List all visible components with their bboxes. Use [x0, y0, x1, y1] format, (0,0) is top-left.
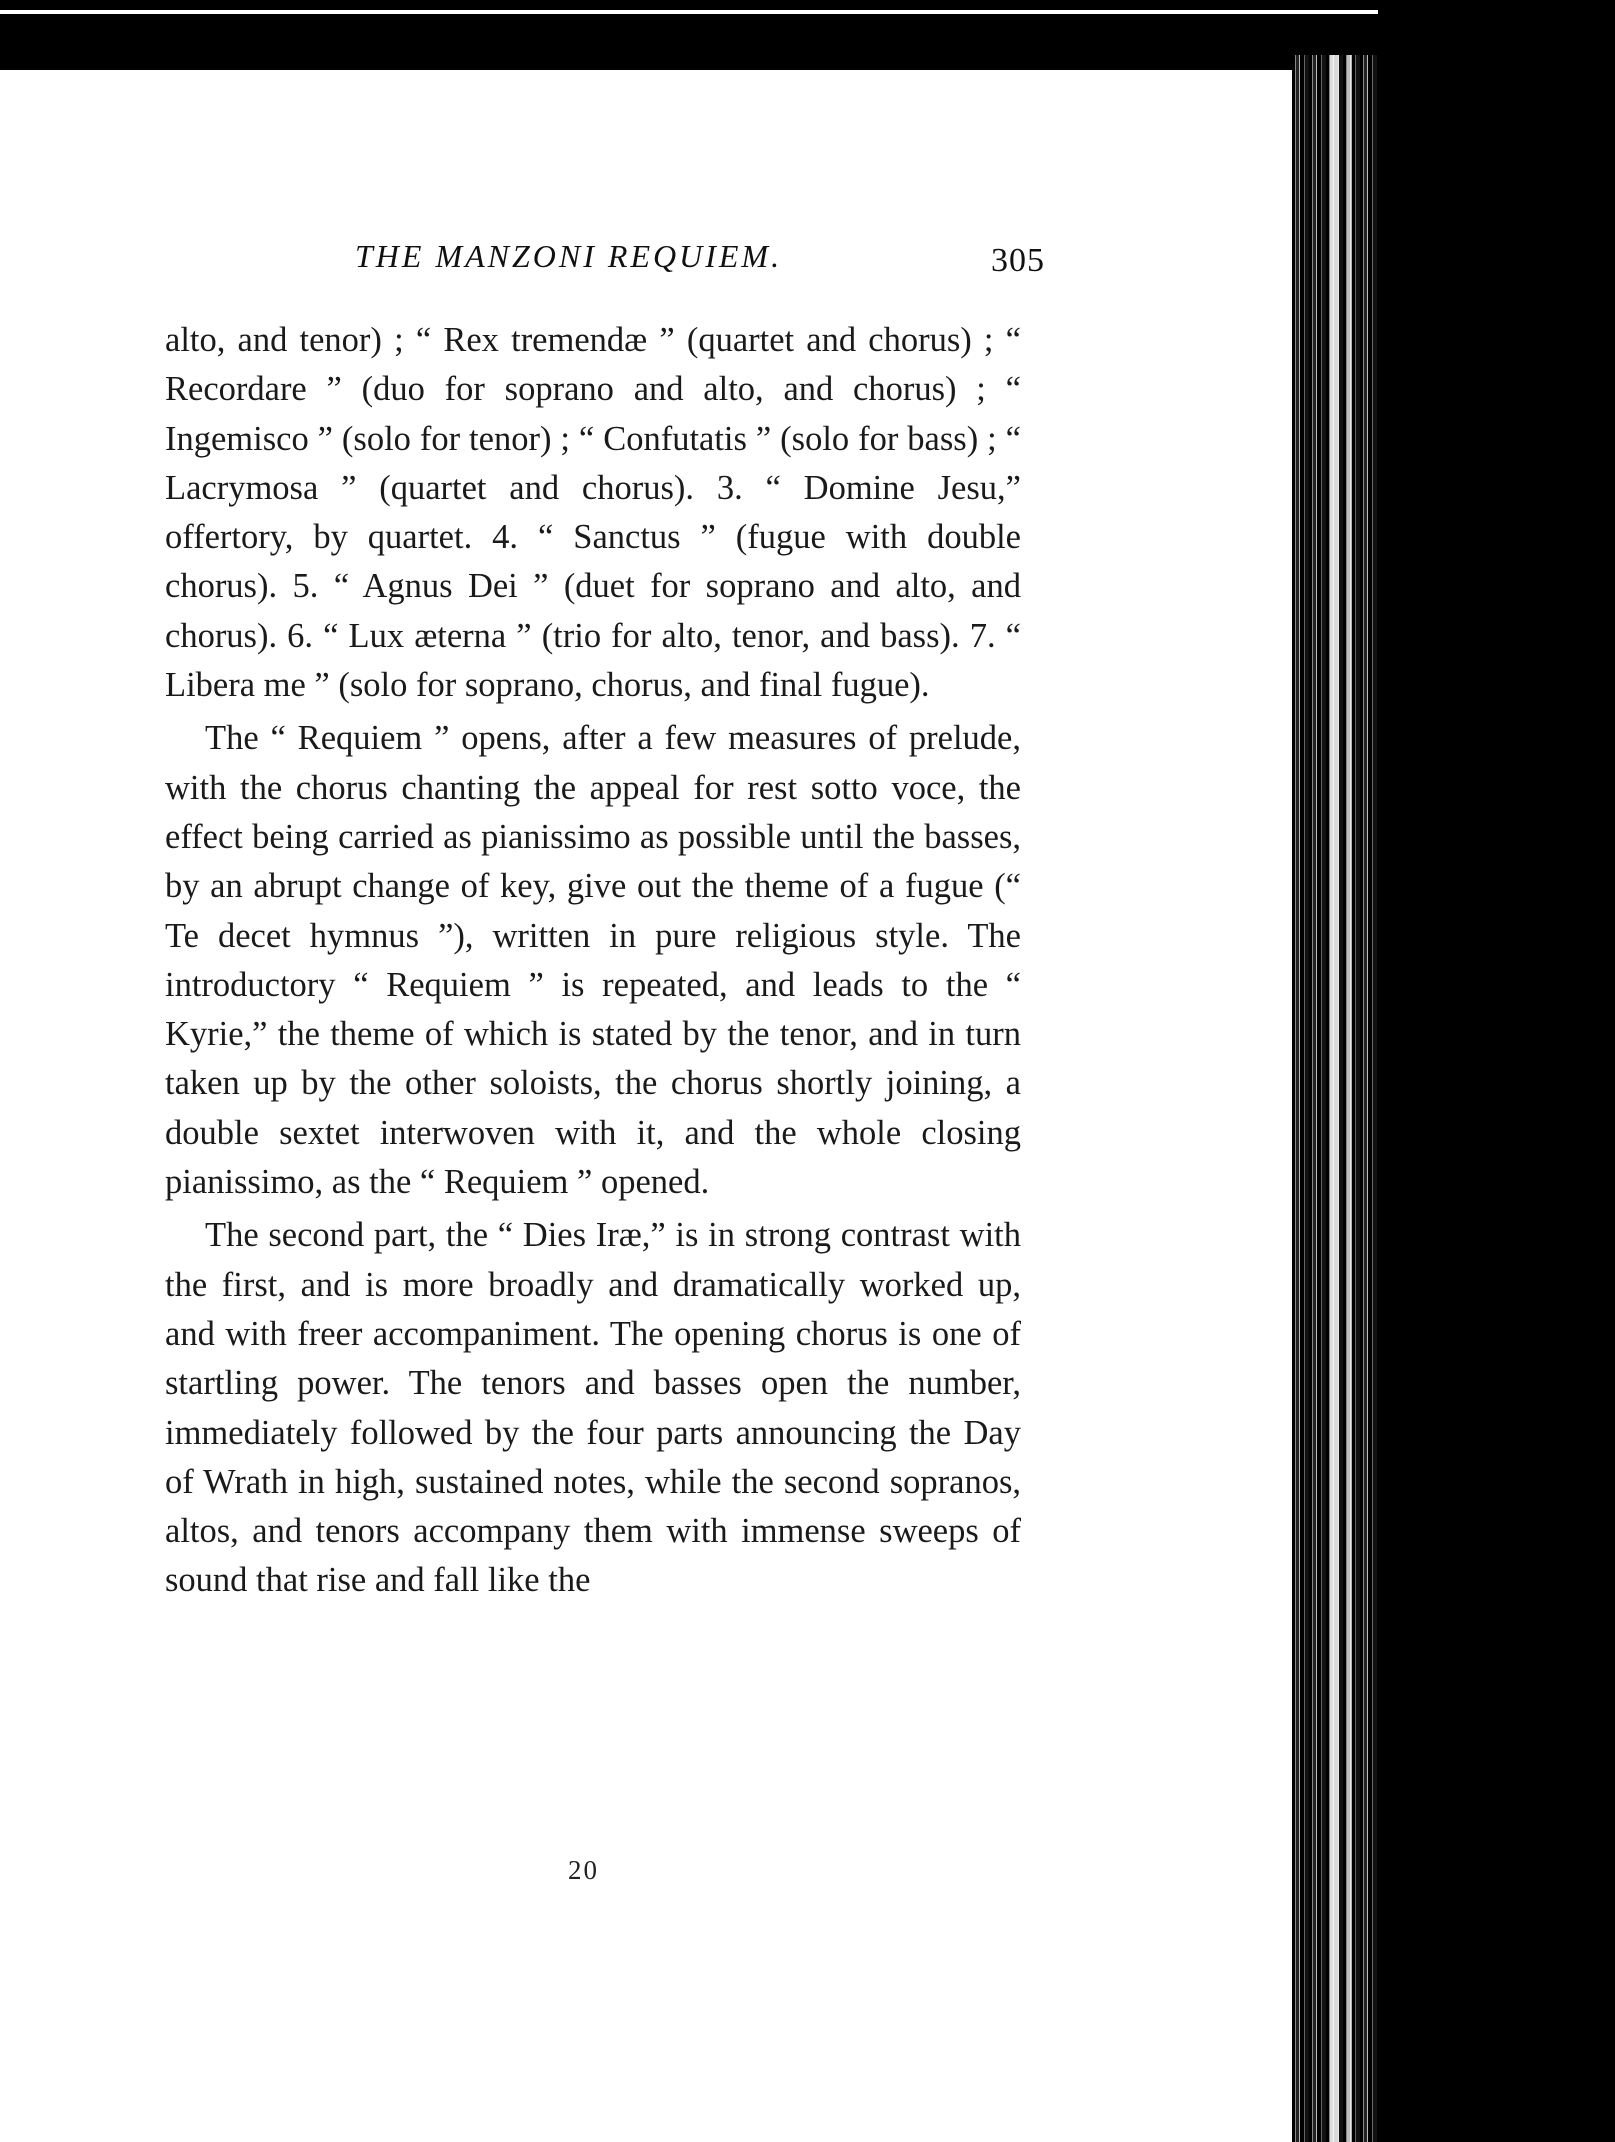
signature-mark: 20 — [568, 1855, 599, 1885]
scan-right-edge — [1378, 0, 1615, 2142]
paragraph: alto, and tenor) ; “ Rex tremendæ ” (quartet and chorus) ; “ Recordare ” (duo for soprano and alto, and chorus) ; “ Ingemisco ” (solo for tenor) ; “ Confutatis ” (solo for bass) ; “ Lacrymosa ” (quartet and chorus). 3. “ Domine Jesu,” offertory, by quartet. 4. “ Sanctus ” (fugue with double chorus). 5. “ Agnus Dei ” (duet for soprano and alto, and chorus). 6. “ Lux æterna ” (trio for alto, tenor, and bass). 7. “ Libera me ” (solo for soprano, chorus, and final fugue). — [165, 321, 1021, 705]
body-text — [165, 316, 1021, 1606]
gutter-highlight — [1347, 55, 1352, 2142]
page-header — [165, 238, 1045, 288]
paragraph: The “ Requiem ” opens, after a few measures of prelude, with the chorus chanting the appeal for rest sotto voce, the effect being carried as pianissimo as possible until the basses, by an abrupt change of key, give out the theme of a fugue (“ Te decet hymnus ”), written in pure religious style. The introductory “ Requiem ” is repeated, and leads to the “ Kyrie,” the theme of which is stated by the tenor, and in turn taken up by the other soloists, the chorus shortly joining, a double sextet interwoven with it, and the whole closing pianissimo, as the “ Requiem ” opened. — [165, 719, 1021, 1202]
scan-edge-line — [0, 10, 1615, 14]
paragraph: The second part, the “ Dies Iræ,” is in strong contrast with the first, and is more broadly and dramatically worked up, and with freer accompaniment. The opening chorus is one of startling power. The tenors and basses open the number, immediately followed by the four parts announcing the Day of Wrath in high, sustained notes, while the second sopranos, altos, and tenors accompany them with immense sweeps of sound that rise and fall like the — [165, 1216, 1021, 1600]
running-title: THE MANZONI REQUIEM. — [355, 238, 783, 274]
page-number: 305 — [991, 242, 1045, 279]
gutter-highlight — [1330, 55, 1339, 2142]
